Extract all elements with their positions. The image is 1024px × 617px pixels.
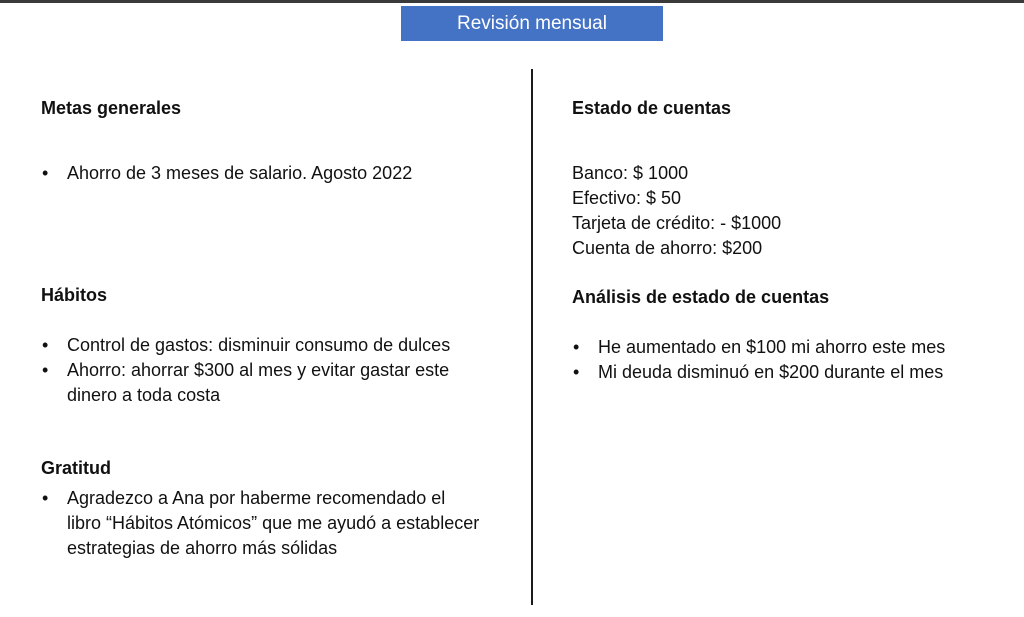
gratitud-list: [41, 486, 481, 561]
list-item: • He aumentado en $100 mi ahorro este mes: [572, 335, 1002, 360]
metas-list: [41, 161, 461, 186]
estado-lines: [572, 161, 781, 261]
page-title: Revisión mensual: [401, 6, 663, 41]
account-line-banco: Banco: $ 1000: [572, 163, 689, 183]
gratitud-heading: Gratitud: [41, 458, 111, 478]
habitos-heading: Hábitos: [41, 285, 108, 305]
list-item: • Ahorro: ahorrar $300 al mes y evitar gastar este dinero a toda costa: [41, 358, 461, 408]
metas-heading: Metas generales: [41, 98, 182, 118]
list-item: • Control de gastos: disminuir consumo de dulces: [41, 333, 461, 358]
habitos-list: [41, 333, 461, 408]
estado-heading: Estado de cuentas: [572, 98, 732, 118]
account-line-tarjeta: Tarjeta de crédito: - $1000: [572, 213, 782, 233]
list-item: • Agradezco a Ana por haberme recomendado el libro “Hábitos Atómicos” que me ayudó a establecer estrategias de ahorro más sólidas: [41, 486, 481, 561]
list-item: • Mi deuda disminuó en $200 durante el mes: [572, 360, 1002, 385]
analisis-list: [572, 335, 1002, 385]
analisis-heading: Análisis de estado de cuentas: [572, 287, 830, 307]
account-line-efectivo: Efectivo: $ 50: [572, 188, 682, 208]
account-line-ahorro: Cuenta de ahorro: $200: [572, 238, 763, 258]
column-divider: [531, 69, 533, 605]
list-item: • Ahorro de 3 meses de salario. Agosto 2022: [41, 161, 461, 186]
top-border: [0, 0, 1024, 3]
